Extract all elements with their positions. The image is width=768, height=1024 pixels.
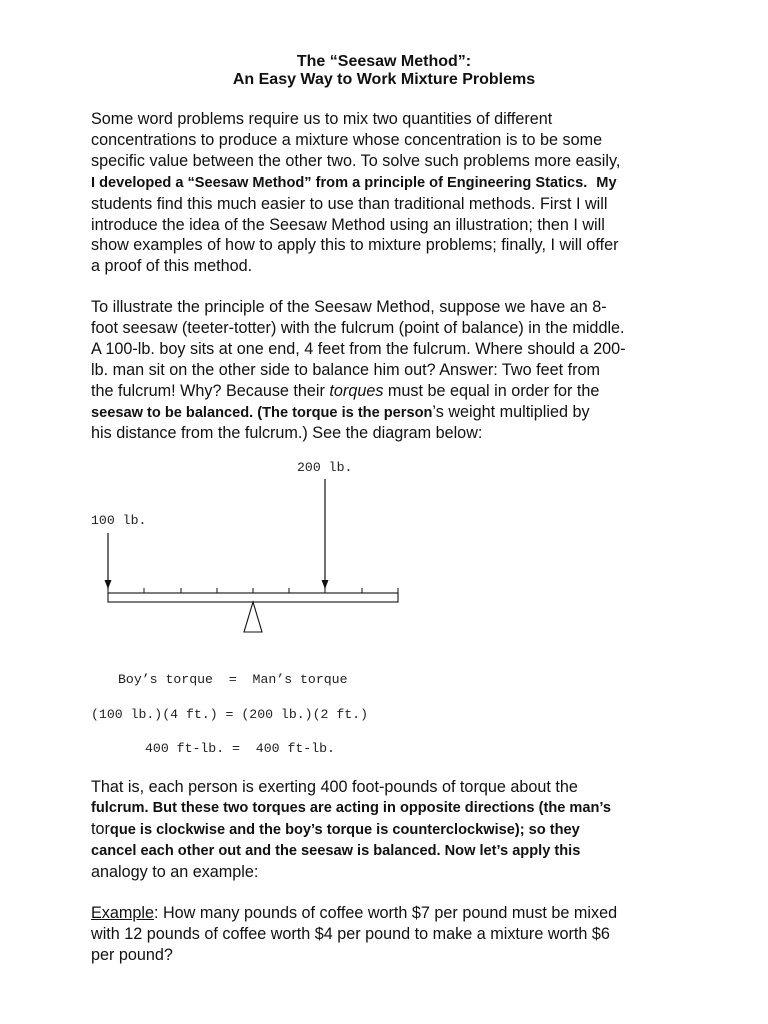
example-label: Example xyxy=(91,904,154,922)
example-paragraph: Example: How many pounds of coffee worth $7 per pound must be mixed with 12 pounds of coffee worth $4 per pound to make a mixture worth $6 per pound? xyxy=(91,904,618,964)
title-line-1: The “Seesaw Method”: xyxy=(296,53,472,70)
man-weight-label: 200 lb. xyxy=(297,460,353,475)
title-line-2: An Easy Way to Work Mixture Problems xyxy=(232,71,536,88)
explanation-paragraph: That is, each person is exerting 400 foot-pounds of torque about the fulcrum. But these two torques are acting in opposite directions (the man’s torque is clockwise and the boy’s torque is counterclockwise); so they cancel each other out and the seesaw is balanced. Now let’s apply this analogy to an example: xyxy=(91,778,612,881)
torque-equation-1: Boy’s torque = Man’s torque xyxy=(118,672,348,687)
torque-equation-3: 400 ft-lb. = 400 ft-lb. xyxy=(145,741,335,756)
boy-weight-label: 100 lb. xyxy=(91,513,147,528)
intro-paragraph: Some word problems require us to mix two quantities of different concentrations to produce a mixture whose concentration is to be some specific value between the other two. To solve such problems more easily, I developed a “Seesaw Method” from a principle of Engineering Statics. My students find this much easier to use than traditional methods. First I will introduce the idea of the Seesaw Method using an illustration; then I will show examples of how to apply this to mixture problems; finally, I will offer a proof of this method. xyxy=(91,110,621,276)
man-arrowhead xyxy=(322,580,329,589)
beam-ticks xyxy=(108,588,398,593)
torque-equation-2: (100 lb.)(4 ft.) = (200 lb.)(2 ft.) xyxy=(91,707,368,722)
illustration-paragraph: To illustrate the principle of the Seesaw Method, suppose we have an 8- foot seesaw (teeter-totter) with the fulcrum (point of balance) in the middle. A 100-lb. boy sits at one end, 4 feet from the fulcrum. Where should a 200- lb. man sit on the other side to balance him out? Answer: Two feet from the fulcrum! Why? Because their torques must be equal in order for the seesaw to be balanced. (The torque is the person’s weight multiplied by his distance from the fulcrum.) See the diagram below: xyxy=(91,298,626,443)
boy-arrowhead xyxy=(105,580,112,589)
fulcrum-triangle xyxy=(244,602,262,632)
